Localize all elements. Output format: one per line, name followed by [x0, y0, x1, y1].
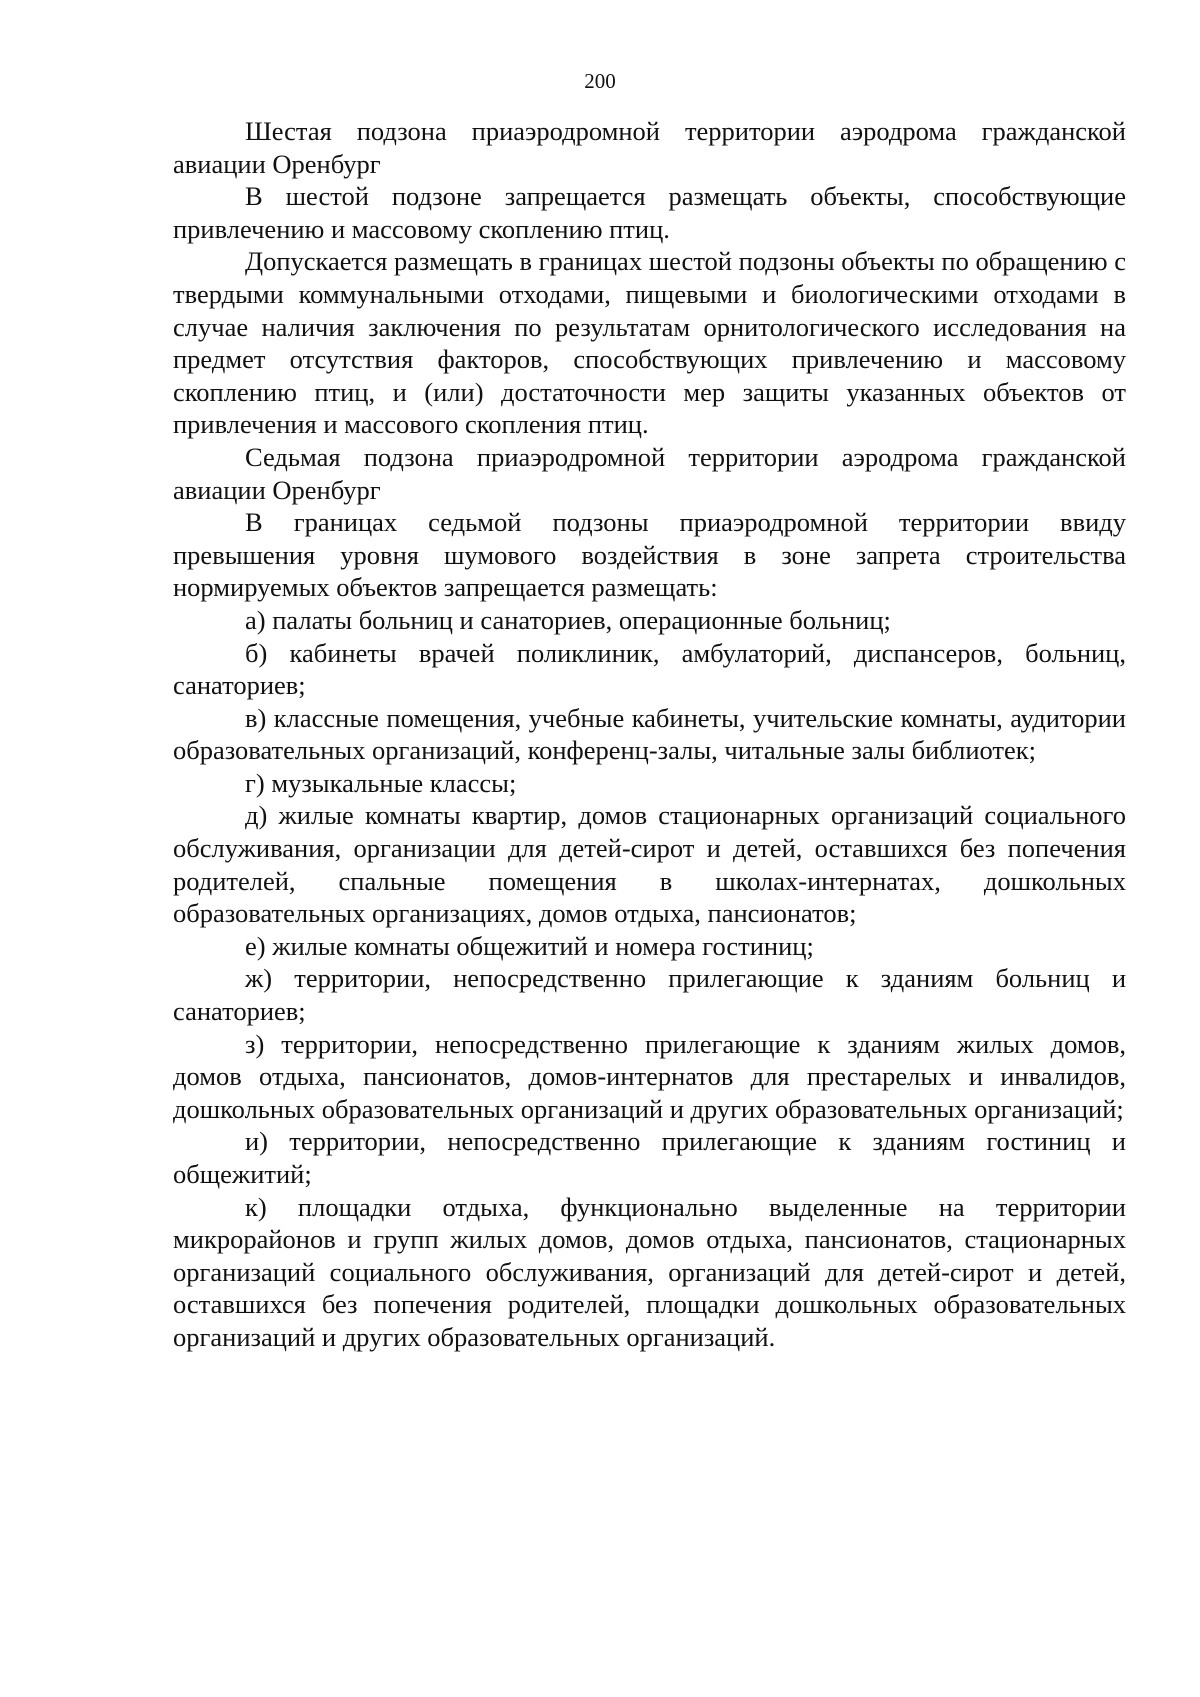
document-body [173, 115, 1126, 1354]
list-item: б) кабинеты врачей поликлиник, амбулаторий, диспансеров, больниц, санаториев; [173, 637, 1126, 701]
paragraph: Допускается размещать в границах шестой подзоны объекты по обращению с твердыми коммунальными отходами, пищевыми и биологическими отходами в случае наличия заключения по результатам орнитологического исследования на предмет отсутствия факторов, способствующих привлечению и массовому скоплению птиц, и (или) достаточности мер защиты указанных объектов от привлечения и массового скопления птиц. [173, 246, 1126, 440]
list-item: ж) территории, непосредственно прилегающие к зданиям больниц и санаториев; [173, 963, 1126, 1027]
paragraph: В границах седьмой подзоны приаэродромной территории ввиду превышения уровня шумового воздействия в зоне запрета строительства нормируемых объектов запрещается размещать: [173, 507, 1126, 603]
subzone-7-heading: Седьмая подзона приаэродромной территории аэродрома гражданской авиации Оренбург [173, 441, 1126, 505]
list-item: в) классные помещения, учебные кабинеты, учительские комнаты, аудитории образовательных организаций, конференц-залы, читальные залы библиотек; [173, 702, 1126, 766]
list-item: и) территории, непосредственно прилегающие к зданиям гостиниц и общежитий; [173, 1126, 1126, 1189]
page-number: 200 [584, 69, 616, 93]
list-item: е) жилые комнаты общежитий и номера гостиниц; [245, 930, 814, 961]
list-item: д) жилые комнаты квартир, домов стационарных организаций социального обслуживания, организации для детей-сирот и детей, оставшихся без попечения родителей, спальные помещения в школах-интернатах, дошкольных образовательных организациях, домов отдыха, пансионатов; [173, 800, 1126, 929]
list-item: а) палаты больниц и санаториев, операционные больниц; [245, 604, 891, 635]
subzone-6-heading: Шестая подзона приаэродромной территории аэродрома гражданской авиации Оренбург [173, 116, 1126, 179]
list-item: к) площадки отдыха, функционально выделенные на территории микрорайонов и групп жилых домов, домов отдыха, пансионатов, стационарных организаций социального обслуживания, организаций для детей-сирот и детей, оставшихся без попечения родителей, площадки дошкольных образовательных организаций и других образовательных организаций. [173, 1191, 1126, 1352]
list-item: з) территории, непосредственно прилегающие к зданиям жилых домов, домов отдыха, пансионатов, домов-интернатов для престарелых и инвалидов, дошкольных образовательных организаций и других образовательных организаций; [173, 1028, 1126, 1124]
paragraph: В шестой подзоне запрещается размещать объекты, способствующие привлечению и массовому скоплению птиц. [173, 181, 1126, 244]
list-item: г) музыкальные классы; [245, 767, 517, 798]
